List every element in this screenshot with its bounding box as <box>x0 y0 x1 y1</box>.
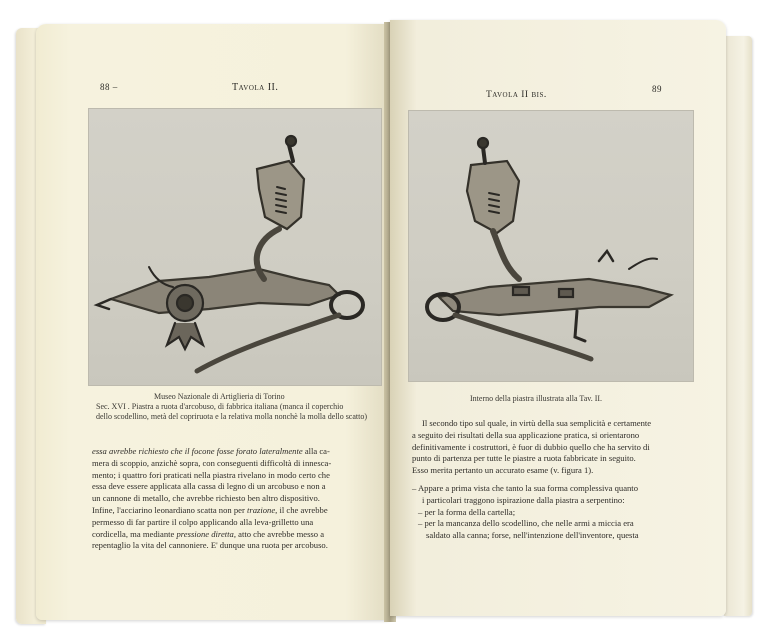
body-line-trazione <box>92 505 386 517</box>
left-plate-title: Tavola II. <box>232 82 279 93</box>
plate-photo-wheellock-exterior <box>88 108 382 386</box>
wheellock-exterior-illustration <box>89 109 381 385</box>
right-caption-title: Interno della piastra illustrata alla Tav. II. <box>470 394 603 403</box>
right-body-text <box>412 418 700 542</box>
open-book <box>12 6 752 632</box>
body-line: un cannone di metallo, che avrebbe richiesto ben altro dispositivo. <box>92 493 320 504</box>
left-caption-title: Museo Nazionale di Artiglieria di Torino <box>154 392 285 401</box>
para1-line: punto di partenza per tutte le piastre a ruota fabbricate in seguito. <box>412 453 636 464</box>
left-caption-line-2: dello scodellino, metà del copriruota e la relativa molla nonchè la molla dello scatto) <box>96 412 368 421</box>
plate-photo-wheellock-interior <box>408 110 694 382</box>
pressione-pre: cordicella, ma mediante <box>92 528 177 539</box>
pressione-post: , atto che avrebbe messo a <box>233 528 325 539</box>
list-item-1-line: i particolari traggono ispirazione dalla piastra a serpentino: <box>422 494 625 505</box>
trazione-post: , il che avrebbe <box>275 504 328 515</box>
para1-line: a seguito dei risultati della sua applicazione pratica, si orientarono <box>412 429 640 440</box>
left-page <box>36 24 388 620</box>
body-line: repentaglio la vita del cannoniere. E' dunque una ruota per arcobuso. <box>92 540 328 551</box>
right-page <box>390 20 726 616</box>
left-caption-line-1: Sec. XVI . Piastra a ruota d'arcobuso, di fabbrica italiana (manca il coperchio <box>96 402 344 411</box>
para1-line: Il secondo tipo sul quale, in virtù della sua semplicità e certamente <box>422 418 652 428</box>
right-page-number: 89 <box>652 84 662 94</box>
body-line: mera di scoppio, anzichè sopra, con conseguenti difficoltà di innesca- <box>92 457 332 468</box>
body-line: mento; i quattro fori praticati nella piastra rivelano in modo certo che <box>92 469 330 480</box>
pressione-italic: pressione diretta <box>176 528 234 539</box>
body-line-pressione <box>92 529 386 541</box>
trazione-pre: Infine, l'acciarino leonardiano scatta non per <box>92 504 247 515</box>
wheellock-interior-illustration <box>409 111 693 381</box>
trazione-italic: trazione <box>246 504 276 515</box>
para1-line: Esso merita pertanto un accurato esame (v. figura 1). <box>412 465 594 476</box>
list-item-1-line: – Appare a prima vista che tanto la sua forma complessiva quanto <box>412 482 638 493</box>
lead-italic-phrase: essa avrebbe richiesto che il focone fosse forato lateralmente <box>92 446 303 456</box>
left-body-text <box>92 446 386 552</box>
left-page-number: 88 – <box>100 82 118 92</box>
list-item-3-line: – per la mancanza dello scodellino, che nelle armi a miccia era <box>418 518 634 529</box>
body-line: essa deve essere applicata alla cassa di legno di un arcobuso e non a <box>92 481 326 492</box>
lead-rest: alla ca- <box>302 446 330 456</box>
para1-line: definitivamente i costruttori, è fuor di dubbio quello che ha servito di <box>412 441 650 452</box>
body-line-lead <box>92 446 386 458</box>
page-stack-right <box>724 36 752 616</box>
right-plate-title: Tavola II bis. <box>486 90 547 100</box>
body-line: permesso di far partire il colpo applicando alla leva-grilletto una <box>92 516 314 527</box>
list-item-3-line: saldato alla canna; forse, nell'intenzione dell'inventore, questa <box>426 530 639 541</box>
list-item-2: – per la forma della cartella; <box>418 506 516 517</box>
